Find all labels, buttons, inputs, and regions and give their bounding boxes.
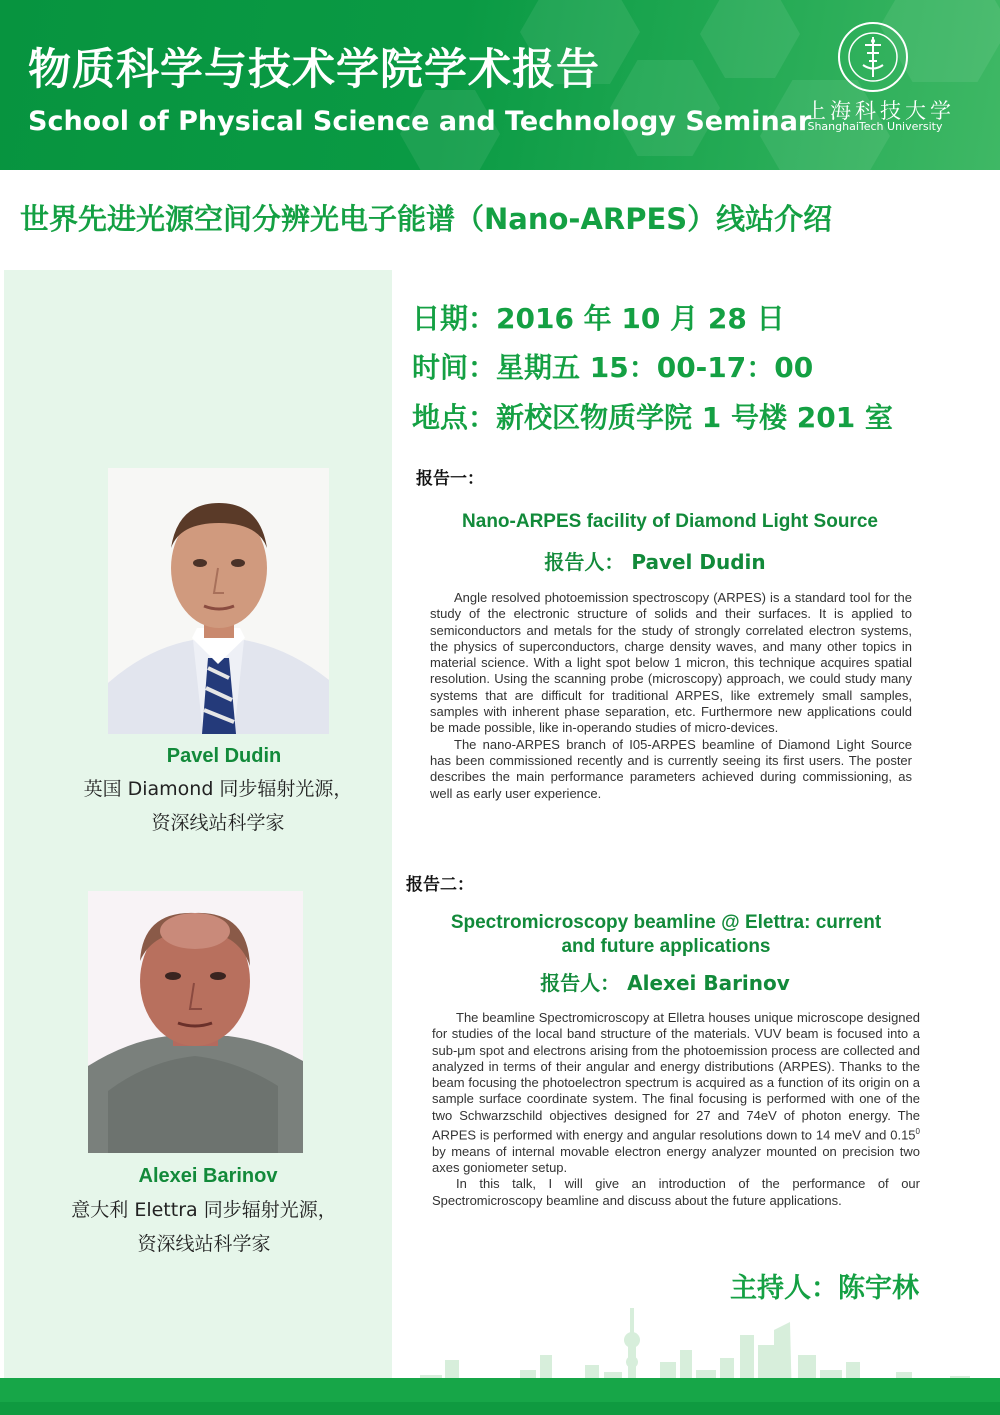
event-location: 地点：新校区物质学院 1 号楼 201 室 xyxy=(412,401,893,434)
event-date: 日期：2016 年 10 月 28 日 xyxy=(412,302,785,335)
hex-decoration xyxy=(700,0,800,78)
talk-1-title: Nano-ARPES facility of Diamond Light Source xyxy=(462,511,878,532)
university-name-cn: 上海科技大学 xyxy=(805,99,955,123)
speaker-desc-alexei xyxy=(0,1193,414,1261)
degree-superscript: 0 xyxy=(915,1127,920,1137)
city-skyline-icon xyxy=(0,1300,1000,1415)
talk-2-title-line: and future applications xyxy=(561,936,771,957)
header-banner xyxy=(0,0,1000,170)
event-time: 时间：星期五 15：00-17：00 xyxy=(412,351,814,384)
speaker-name-pavel: Pavel Dudin xyxy=(166,745,282,767)
page-title-en: School of Physical Science and Technology Seminar xyxy=(28,106,812,137)
talk-2-title-line: Spectromicroscopy beamline @ Elettra: current xyxy=(450,912,882,933)
speaker-desc-line: 资深线站科学家 xyxy=(151,812,285,834)
abstract-text: The beamline Spectromicroscopy at Elletra houses unique microscope designed for studies of the local band structure of the materials. VUV beam is focused into a sub-μm spot and electrons arising from the photoemission process are collected and analyzed in terms of their angular and energy distributions (ARPES). Thanks to the beam focusing the photoelectron spectrum is acquired as a function of its origin on a sample surface coordinate system. The final focusing is performed with one of the two Schwarzschild objectives designed for 27 and 74eV of photon energy. The ARPES is performed with energy and angular resolutions down to 14 meV and 0.15 xyxy=(432,1010,920,1143)
talk-2-abstract xyxy=(432,1010,920,1209)
speaker-photo-pavel xyxy=(108,468,329,734)
speaker-photo-alexei xyxy=(88,891,303,1153)
speaker-desc-line: 意大利 Elettra 同步辐射光源， xyxy=(71,1199,337,1221)
seminar-subtitle: 世界先进光源空间分辨光电子能谱（Nano-ARPES）线站介绍 xyxy=(20,202,833,236)
portrait-icon xyxy=(108,468,329,734)
speaker-desc-line: 资深线站科学家 xyxy=(137,1233,271,1255)
abstract-text: by means of internal movable electron energy analyzer mounted on precision two axes goniometer setup. xyxy=(432,1143,920,1175)
university-seal-icon xyxy=(836,20,910,94)
abstract-paragraph: Angle resolved photoemission spectroscopy (ARPES) is a standard tool for the study of the electronic structure of solids and their surfaces. It is applied to semiconductors and metals for the study of strongly correlated electron systems, the physics of superconductors, charge density waves, and many other topics in material science. With a light spot below 1 micron, this technique acquires spatial resolution. Using the scanning probe (microscopy) approach, we could study many systems that are difficult for traditional ARPES, like extremely small samples, samples with inherent phase separation, etc. Furthermore new applications could be made possible, like in-operando studies of micro-devices. xyxy=(430,590,912,736)
page-title-cn: 物质科学与技术学院学术报告 xyxy=(28,45,600,95)
talk-1-abstract xyxy=(430,590,912,802)
speaker-desc-pavel xyxy=(8,772,428,840)
talk-1-speaker: 报告人： Pavel Dudin xyxy=(544,550,766,574)
abstract-paragraph: The nano-ARPES branch of I05-ARPES beamline of Diamond Light Source has been commissioned recently and is currently seeing its first users. The poster describes the main performance parameters achieved during commissioning, as well as early user experience. xyxy=(430,736,912,801)
university-name-en: ShanghaiTech University xyxy=(807,120,943,133)
abstract-paragraph xyxy=(432,1010,920,1176)
talk-2-title xyxy=(416,911,916,959)
talk-1-label: 报告一： xyxy=(416,469,484,489)
host-label: 主持人：陈宇林 xyxy=(730,1273,919,1304)
talk-2-speaker: 报告人： Alexei Barinov xyxy=(540,971,790,995)
speaker-desc-line: 英国 Diamond 同步辐射光源， xyxy=(83,778,353,800)
portrait-icon xyxy=(88,891,303,1153)
talk-2-label: 报告二： xyxy=(406,875,474,895)
speaker-name-alexei: Alexei Barinov xyxy=(138,1165,278,1187)
abstract-paragraph: In this talk, I will give an introduction of the performance of our Spectromicroscopy beamline and discuss about the future applications. xyxy=(432,1176,920,1208)
